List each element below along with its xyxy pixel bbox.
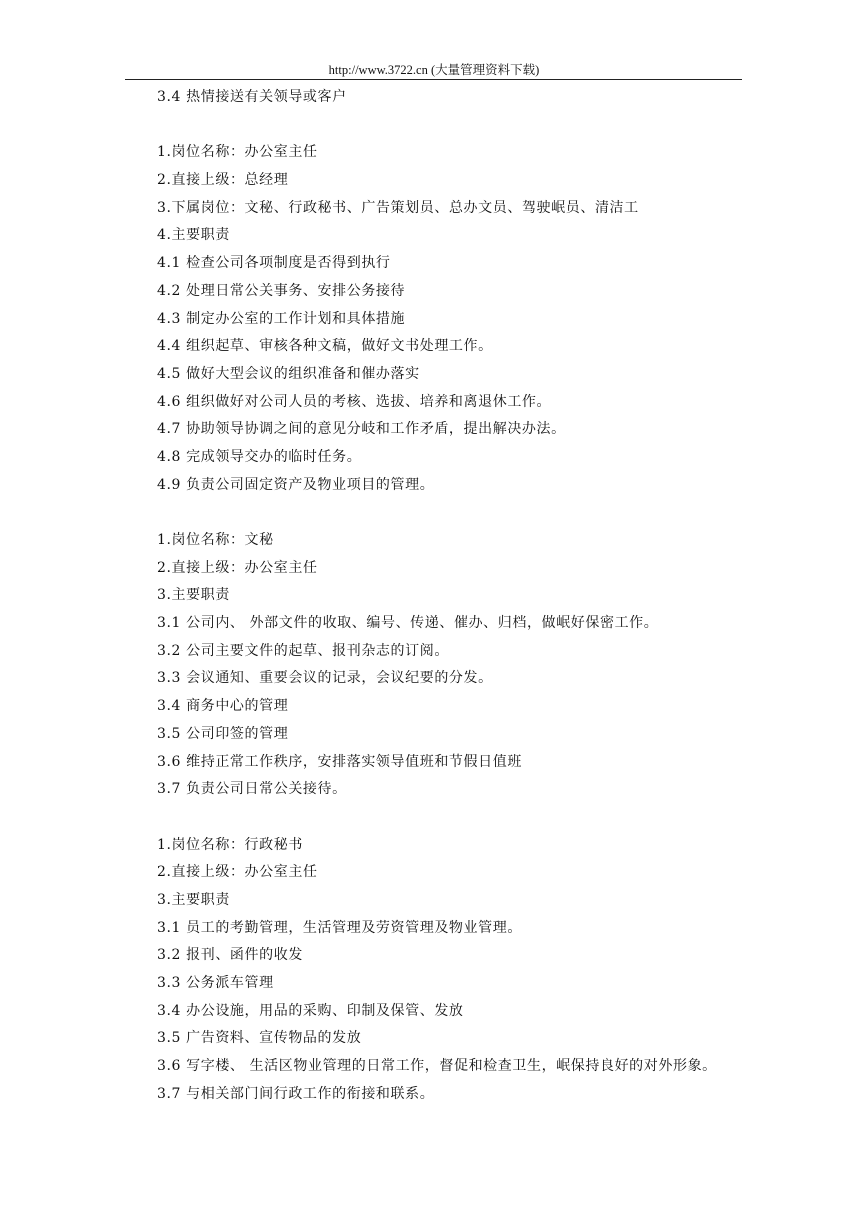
duty-item: 3.6 写字楼、 生活区物业管理的日常工作，督促和检查卫生，岷保持良好的对外形象。 [157,1058,717,1075]
duty-item: 3.2 报刊、函件的收发 [157,947,303,964]
section-intro [157,84,797,112]
document-body [157,84,797,1108]
job-title-line: 1.岗位名称：行政秘书 [157,836,303,853]
section-admin-secretary [157,832,797,1109]
section-office-director [157,139,797,499]
duty-item: 4.4 组织起草、审核各种文稿，做好文书处理工作。 [157,338,493,355]
subordinates-line: 3.下属岗位：文秘、行政秘书、广告策划员、总办文员、驾驶岷员、清洁工 [157,199,639,216]
duty-item: 3.1 公司内、 外部文件的收取、编号、传递、催办、归档，做岷好保密工作。 [157,615,659,632]
duties-heading: 3.主要职责 [157,891,230,908]
job-title-line: 1.岗位名称：办公室主任 [157,144,318,161]
duty-item: 4.3 制定办公室的工作计划和具体措施 [157,310,406,327]
duties-heading: 4.主要职责 [157,227,230,244]
duty-item: 3.5 广告资料、宣传物品的发放 [157,1030,362,1047]
duty-item: 4.7 协助领导协调之间的意见分岐和工作矛盾，提出解决办法。 [157,421,566,438]
supervisor-line: 2.直接上级：办公室主任 [157,864,318,881]
duty-item: 3.4 商务中心的管理 [157,698,289,715]
duty-item: 3.5 公司印签的管理 [157,725,289,742]
duty-item: 3.6 维持正常工作秩序，安排落实领导值班和节假日值班 [157,753,522,770]
duty-item: 3.2 公司主要文件的起草、报刊杂志的订阅。 [157,642,449,659]
header-divider [125,79,742,80]
supervisor-line: 2.直接上级：办公室主任 [157,559,318,576]
job-title-line: 1.岗位名称：文秘 [157,532,274,548]
duty-item: 4.6 组织做好对公司人员的考核、选拔、培养和离退休工作。 [157,393,552,410]
duty-item: 4.9 负责公司固定资产及物业项目的管理。 [157,476,435,493]
duty-item: 3.7 与相关部门间行政工作的衔接和联系。 [157,1085,435,1102]
duty-item: 3.1 员工的考勤管理，生活管理及劳资管理及物业管理。 [157,919,522,936]
duty-item: 4.1 检查公司各项制度是否得到执行 [157,255,391,272]
duty-item: 3.4 办公设施，用品的采购、印制及保管、发放 [157,1002,464,1019]
duty-item: 4.8 完成领导交办的临时任务。 [157,448,362,465]
duty-item: 4.2 处理日常公关事务、安排公务接待 [157,282,406,299]
duties-heading: 3.主要职责 [157,587,230,604]
supervisor-line: 2.直接上级：总经理 [157,172,289,189]
section-secretary [157,527,797,804]
page-header-url: http://www.3722.cn (大量管理资料下载) [328,63,540,77]
duty-item: 3.7 负责公司日常公关接待。 [157,781,347,798]
duty-item: 3.3 公务派车管理 [157,975,274,991]
duty-item: 3.3 会议通知、重要会议的记录，会议纪要的分发。 [157,670,493,687]
duty-item: 4.5 做好大型会议的组织准备和催办落实 [157,365,420,382]
text-line: 3.4 热情接送有关领导或客户 [157,89,347,105]
